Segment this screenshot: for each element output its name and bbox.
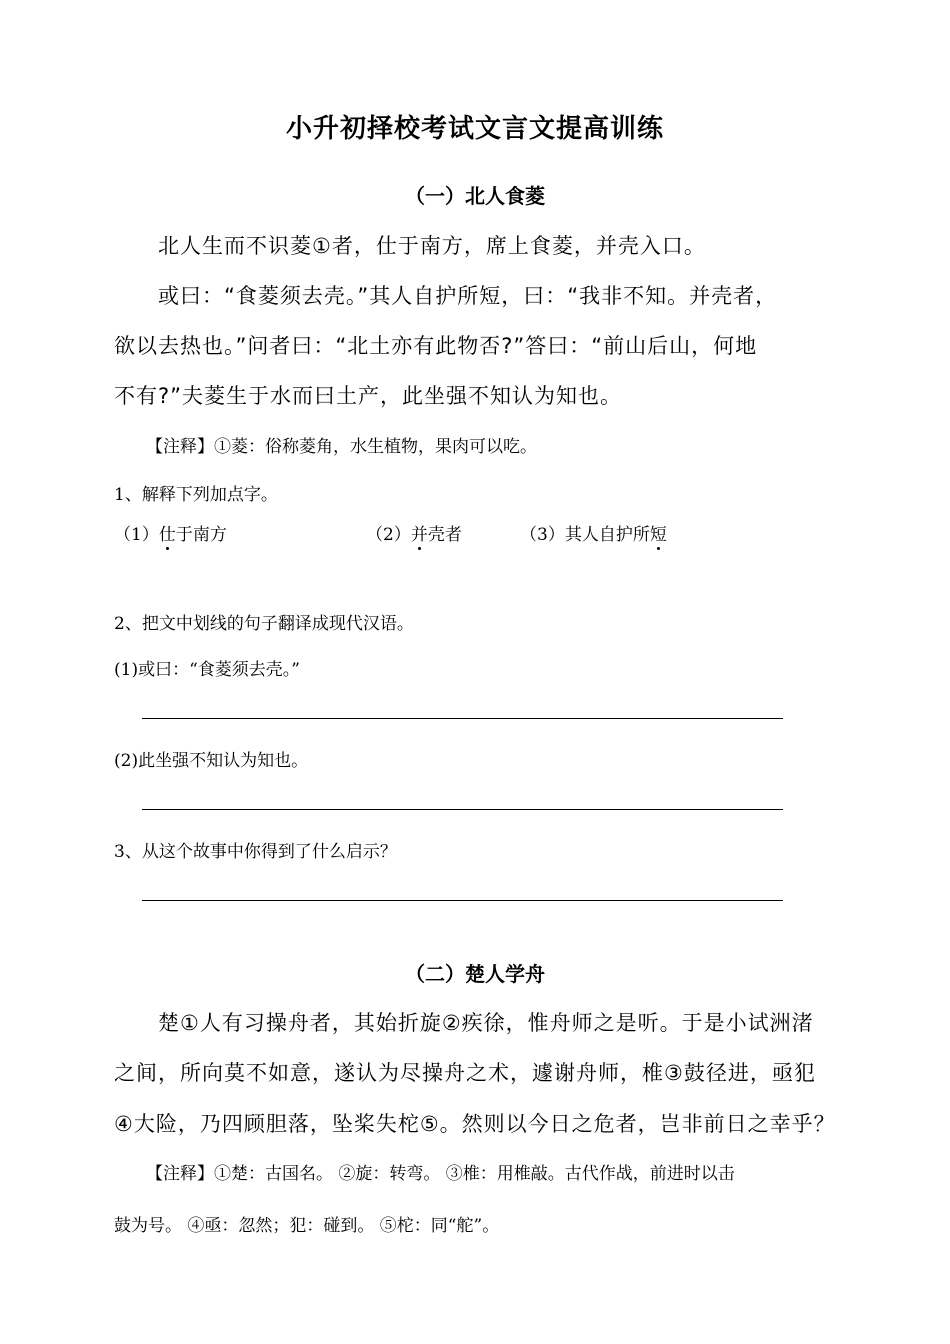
question-1-item (114, 520, 227, 545)
question-2-prompt: 2、把文中划线的句子翻译成现代汉语。 (114, 614, 414, 634)
dotted-character: 短 (649, 525, 667, 545)
page-title: 小升初择校考试文言文提高训练 (285, 114, 664, 144)
section1-text-line: 欲以去热也。”问者曰：“北土亦有此物否?”答曰：“前山后山，何地 (114, 334, 758, 358)
dotted-character: 仕 (158, 525, 176, 545)
item-number: （2） (366, 525, 411, 545)
section2-heading: （二）楚人学舟 (405, 962, 545, 986)
item-number: （3） (520, 525, 565, 545)
section2-note-line: 【注释】①楚：古国名。 ②旋：转弯。 ③椎：用椎敲。古代作战，前进时以击 (146, 1164, 735, 1184)
section2-note-line: 鼓为号。 ④亟：忽然；犯：碰到。 ⑤柁：同“舵”。 (114, 1216, 500, 1236)
question-3-prompt: 3、从这个故事中你得到了什么启示？ (114, 842, 397, 862)
section1-text-line: 北人生而不识菱①者，仕于南方，席上食菱，并壳入口。 (158, 234, 706, 258)
section2-text-line: 之间，所向莫不如意，遂认为尽操舟之术，遽谢舟师，椎③鼓径进，亟犯 (114, 1061, 816, 1085)
question-1-item (366, 520, 462, 545)
section2-text-line: ④大险，乃四顾胆落，坠桨失柁⑤。然则以今日之危者，岂非前日之幸乎？ (114, 1112, 836, 1136)
item-text: 其人自护所 (564, 525, 650, 545)
section1-text-line: 或曰：“食菱须去壳。”其人自护所短，曰：“我非不知。并壳者， (158, 284, 778, 308)
section1-note: 【注释】①菱：俗称菱角，水生植物，果肉可以吃。 (146, 437, 537, 457)
section2-text-line: 楚①人有习操舟者，其始折旋②疾徐，惟舟师之是听。于是小试洲渚 (158, 1011, 814, 1035)
answer-line[interactable] (142, 900, 783, 901)
item-number: （1） (114, 525, 159, 545)
question-1-item (520, 520, 667, 545)
dotted-character: 并 (410, 525, 428, 545)
question-1-prompt: 1、解释下列加点字。 (114, 485, 278, 505)
question-2-sub1: (1)或曰：“食菱须去壳。” (114, 660, 300, 680)
answer-line[interactable] (142, 718, 783, 719)
item-text: 壳者 (427, 525, 462, 545)
answer-line[interactable] (142, 809, 783, 810)
section1-heading: （一）北人食菱 (405, 184, 545, 208)
question-2-sub2: (2)此坐强不知认为知也。 (114, 751, 309, 771)
item-text: 于南方 (175, 525, 227, 545)
section1-text-line: 不有?”夫菱生于水而曰土产，此坐强不知认为知也。 (114, 384, 623, 408)
